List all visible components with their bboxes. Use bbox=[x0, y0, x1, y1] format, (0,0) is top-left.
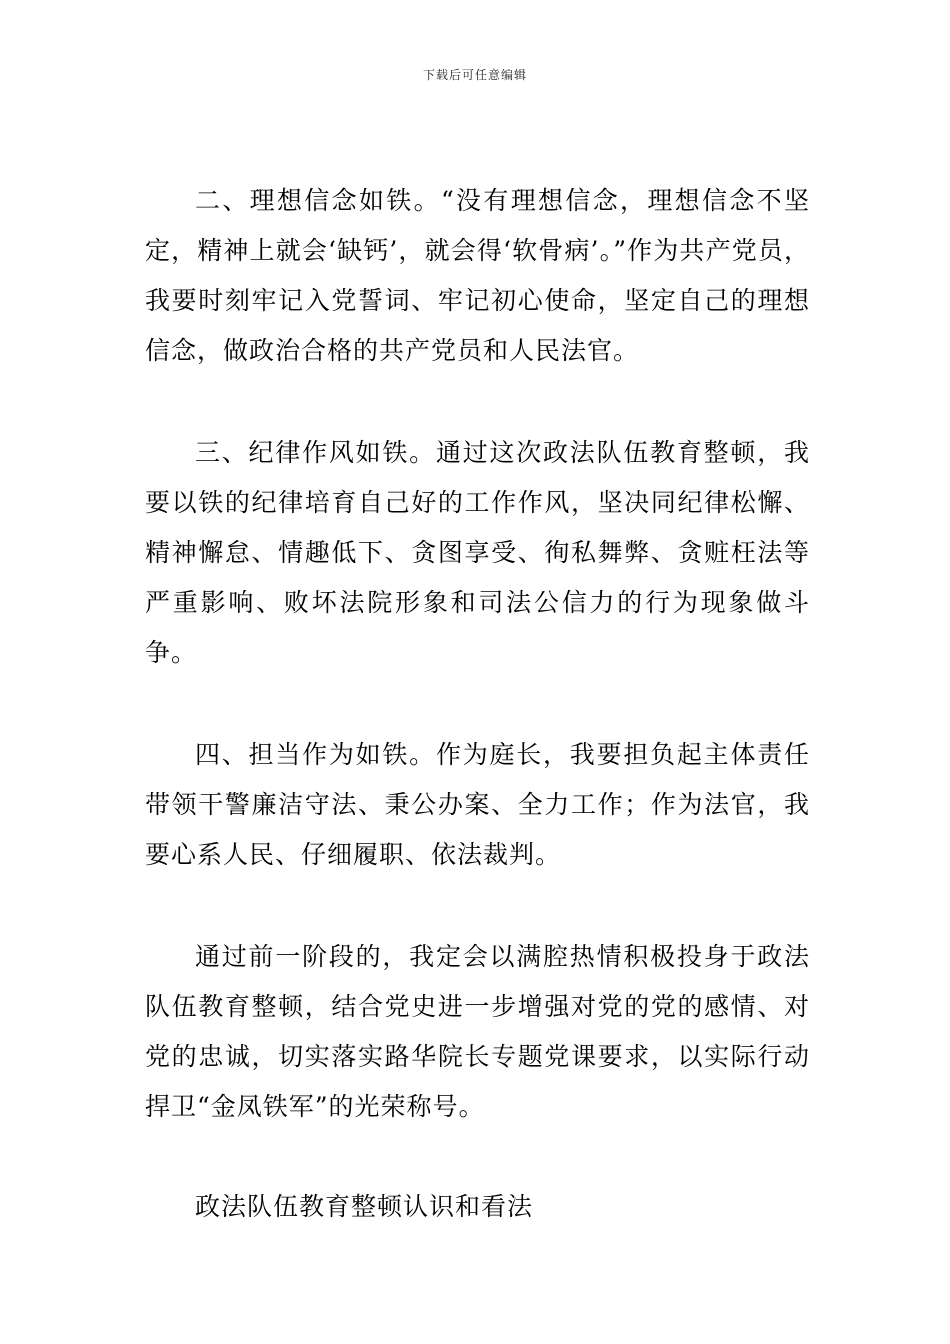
paragraph-responsibility: 四、担当作为如铁。作为庭长，我要担负起主体责任带领干警廉洁守法、秉公办案、全力工作；作为法官，我要心系人民、仔细履职、依法裁判。 bbox=[145, 740, 810, 869]
paragraph-discipline: 三、纪律作风如铁。通过这次政法队伍教育整顿，我要以铁的纪律培育自己好的工作作风，坚决同纪律松懈、精神懈怠、情趣低下、贪图享受、徇私舞弊、贪赃枉法等严重影响、败坏法院形象和司法公信力的行为现象做斗争。 bbox=[145, 438, 810, 667]
header-note: 下载后可任意编辑 bbox=[422, 68, 527, 82]
document-body bbox=[145, 176, 810, 1284]
paragraph-ideals: 二、理想信念如铁。“没有理想信念，理想信念不坚定，精神上就会‘缺钙’，就会得‘软骨病’。”作为共产党员，我要时刻牢记入党誓词、牢记初心使命，坚定自己的理想信念，做政治合格的共产党员和人民法官。 bbox=[145, 186, 810, 365]
paragraph-conclusion: 通过前一阶段的，我定会以满腔热情积极投身于政法队伍教育整顿，结合党史进一步增强对党的党的感情、对党的忠诚，切实落实路华院长专题党课要求，以实际行动捍卫“金凤铁军”的光荣称号。 bbox=[145, 942, 810, 1121]
section-heading: 政法队伍教育整顿认识和看法 bbox=[195, 1192, 534, 1221]
